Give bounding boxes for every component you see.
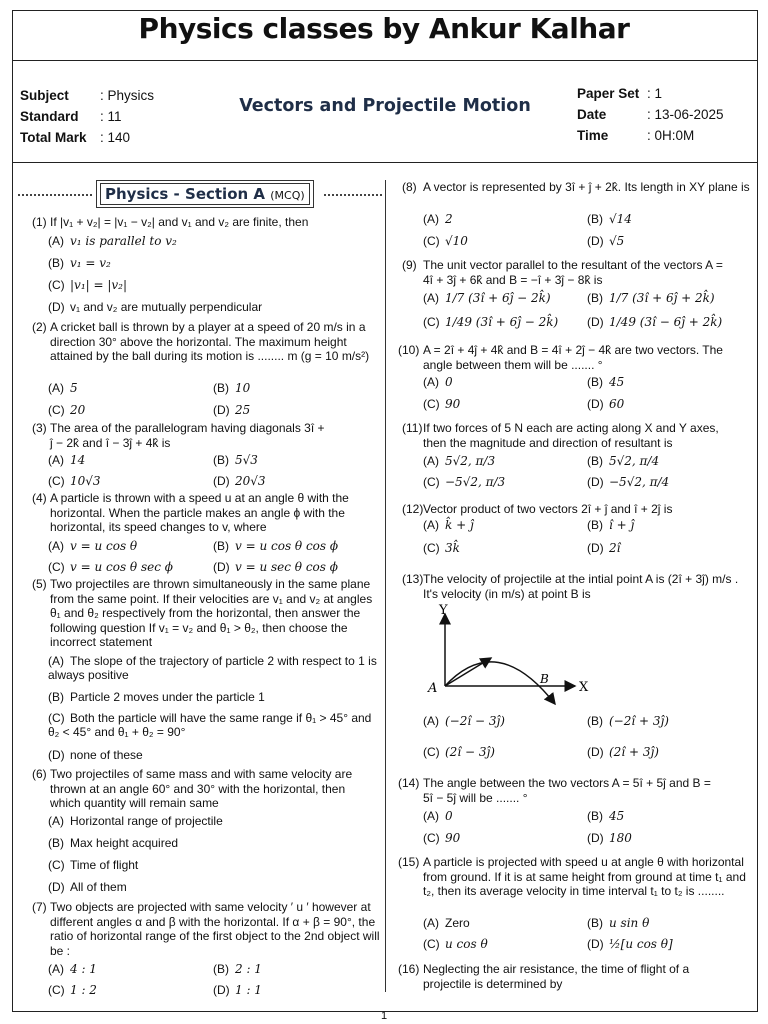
q2-option-b[interactable]: (B) 10: [213, 381, 251, 395]
q13-option-a[interactable]: (A) (−2î − 3ĵ): [423, 714, 505, 728]
q11-option-d[interactable]: (D) −5√2, π/4: [587, 475, 670, 489]
q5-option-c[interactable]: (C) Both the particle will have the same range if θ₁ > 45° and θ₂ < 45° and θ₁ + θ₂ = 90°: [48, 711, 372, 739]
q7-option-b[interactable]: (B) 2 : 1: [213, 962, 262, 976]
q15-option-d[interactable]: (D) ½[u cos θ]: [587, 937, 673, 951]
q5-option-a[interactable]: (A) The slope of the trajectory of particle 2 with respect to 1 is always positive: [48, 654, 377, 682]
time-label: Time: [577, 128, 609, 143]
q4-option-d[interactable]: (D) v = u sec θ cos ϕ: [213, 560, 338, 574]
dotted-rule: [18, 194, 92, 196]
q9-option-d[interactable]: (D) 1/49 (3î − 6ĵ + 2k̂): [587, 315, 723, 329]
q15-option-b[interactable]: (B) u sin θ: [587, 916, 650, 930]
q3-option-a[interactable]: (A) 14: [48, 453, 86, 467]
q4-option-b[interactable]: (B) v = u cos θ cos ϕ: [213, 539, 339, 553]
total-mark-label: Total Mark: [20, 130, 87, 145]
q13-option-d[interactable]: (D) (2î + 3ĵ): [587, 745, 659, 759]
q8-option-b[interactable]: (B) √14: [587, 212, 632, 226]
q14-option-d[interactable]: (D) 180: [587, 831, 632, 845]
q4-option-c[interactable]: (C) v = u cos θ sec ϕ: [48, 560, 173, 574]
q12-option-b[interactable]: (B) î + ĵ: [587, 518, 635, 532]
section-heading: [18, 180, 380, 206]
q3-option-c[interactable]: (C) 10√3: [48, 474, 101, 488]
paperset-value: : 1: [647, 86, 663, 101]
q2-option-c[interactable]: (C) 20: [48, 403, 86, 417]
y-axis-label: Y: [439, 603, 448, 618]
point-b-label: B: [540, 672, 549, 686]
subject-value: : Physics: [100, 88, 155, 103]
velocity-arrow: [445, 658, 491, 686]
q2-option-a[interactable]: (A) 5: [48, 381, 78, 395]
q9-option-b[interactable]: (B) 1/7 (3î + 6ĵ + 2k̂): [587, 291, 715, 305]
projectile-diagram: [425, 602, 605, 710]
q5-option-d[interactable]: (D) none of these: [48, 748, 143, 762]
page-title: Physics classes by Ankur Kalhar: [138, 12, 630, 45]
q1-option-a[interactable]: (A) v₁ is parallel to v₂: [48, 234, 177, 248]
date-label: Date: [577, 107, 607, 122]
q13-option-c[interactable]: (C) (2î − 3ĵ): [423, 745, 495, 759]
q9-option-a[interactable]: (A) 1/7 (3î + 6ĵ − 2k̂): [423, 291, 551, 305]
q14-option-c[interactable]: (C) 90: [423, 831, 461, 845]
header-divider: [12, 60, 757, 61]
q14-option-a[interactable]: (A) 0: [423, 809, 453, 823]
q8-option-c[interactable]: (C) √10: [423, 234, 468, 248]
q15-option-a[interactable]: (A) Zero: [423, 916, 470, 930]
q6-option-c[interactable]: (C) Time of flight: [48, 858, 139, 872]
q12-option-c[interactable]: (C) 3k̂: [423, 541, 460, 555]
q11-option-c[interactable]: (C) −5√2, π/3: [423, 475, 506, 489]
q4-option-a[interactable]: (A) v = u cos θ: [48, 539, 138, 553]
q1-option-c[interactable]: (C) |v₁| = |v₂|: [48, 278, 128, 292]
q11-option-a[interactable]: (A) 5√2, π/3: [423, 454, 496, 468]
q6-option-b[interactable]: (B) Max height acquired: [48, 836, 179, 850]
q12-option-d[interactable]: (D) 2î: [587, 541, 621, 555]
trajectory-curve: [445, 662, 555, 704]
q3-option-d[interactable]: (D) 20√3: [213, 474, 266, 488]
q1-option-d[interactable]: (D) v₁ and v₂ are mutually perpendicular: [48, 300, 263, 314]
q2-option-d[interactable]: (D) 25: [213, 403, 251, 417]
q6-option-a[interactable]: (A) Horizontal range of projectile: [48, 814, 223, 828]
meta-right: [577, 83, 724, 146]
q7-option-d[interactable]: (D) 1 : 1: [213, 983, 262, 997]
q8-option-a[interactable]: (A) 2: [423, 212, 453, 226]
q11-option-b[interactable]: (B) 5√2, π/4: [587, 454, 660, 468]
paper-subtitle: Vectors and Projectile Motion: [239, 96, 531, 116]
q7-option-c[interactable]: (C) 1 : 2: [48, 983, 97, 997]
section-box: [96, 180, 314, 208]
q15-option-c[interactable]: (C) u cos θ: [423, 937, 488, 951]
q3-option-b[interactable]: (B) 5√3: [213, 453, 258, 467]
subject-label: Subject: [20, 88, 69, 103]
q10-option-a[interactable]: (A) 0: [423, 375, 453, 389]
section-title: Physics - Section A (MCQ): [100, 183, 310, 205]
q10-option-c[interactable]: (C) 90: [423, 397, 461, 411]
x-axis-label: X: [579, 680, 589, 695]
q7-option-a[interactable]: (A) 4 : 1: [48, 962, 97, 976]
time-value: : 0H:0M: [647, 128, 695, 143]
q1-option-b[interactable]: (B) v₁ = v₂: [48, 256, 111, 270]
q10-option-b[interactable]: (B) 45: [587, 375, 625, 389]
dotted-rule: [324, 194, 382, 196]
paperset-label: Paper Set: [577, 86, 640, 101]
q6-option-d[interactable]: (D) All of them: [48, 880, 127, 894]
q9-option-c[interactable]: (C) 1/49 (3î + 6ĵ − 2k̂): [423, 315, 559, 329]
standard-label: Standard: [20, 109, 79, 124]
meta-divider: [12, 162, 757, 163]
q12-option-a[interactable]: (A) k̂ + ĵ: [423, 518, 474, 532]
page-number: 1: [380, 1010, 388, 1022]
total-mark-value: : 140: [100, 130, 131, 145]
meta-left: [20, 85, 154, 148]
column-divider: [385, 180, 386, 992]
point-a-label: A: [428, 681, 438, 696]
q10-option-d[interactable]: (D) 60: [587, 397, 625, 411]
standard-value: : 11: [100, 109, 122, 124]
q8-option-d[interactable]: (D) √5: [587, 234, 625, 248]
date-value: : 13-06-2025: [647, 107, 724, 122]
q5-option-b[interactable]: (B) Particle 2 moves under the particle 1: [48, 690, 265, 704]
q13-option-b[interactable]: (B) (−2î + 3ĵ): [587, 714, 669, 728]
q14-option-b[interactable]: (B) 45: [587, 809, 625, 823]
